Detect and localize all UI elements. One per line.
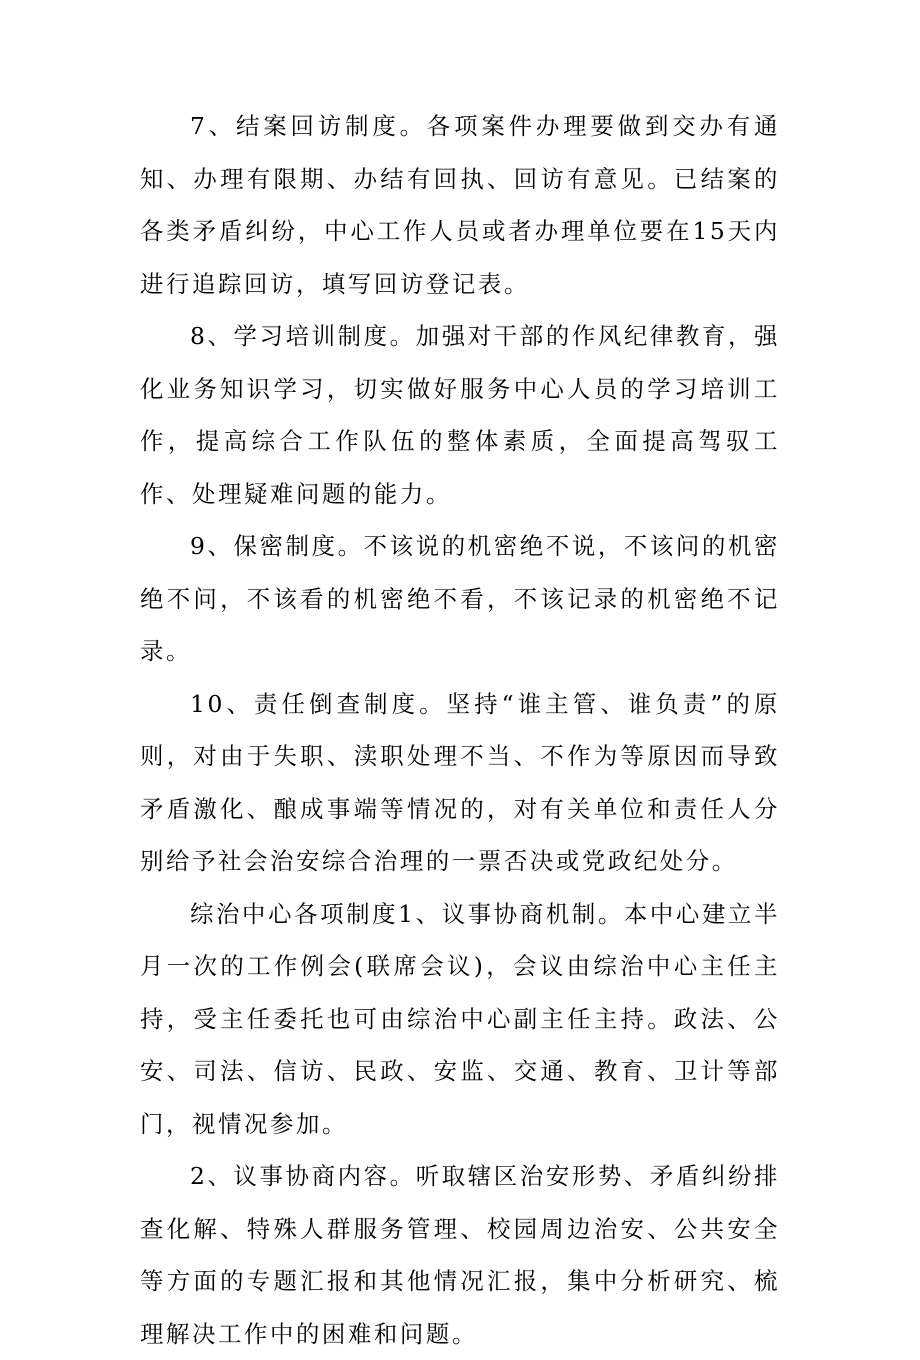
paragraph-consultation-content: 2、议事协商内容。听取辖区治安形势、矛盾纠纷排查化解、特殊人群服务管理、校园周边治安、公共安全等方面的专题汇报和其他情况汇报，集中分析研究、梳理解决工作中的困难和问题。 bbox=[140, 1162, 780, 1348]
paragraph-consultation-mechanism: 综治中心各项制度1、议事协商机制。本中心建立半月一次的工作例会(联席会议)，会议由综治中心主任主持，受主任委托也可由综治中心副主任主持。政法、公安、司法、信访、民政、安监、交通、教育、卫计等部门，视情况参加。 bbox=[140, 899, 780, 1138]
paragraph-confidentiality-system: 9、保密制度。不该说的机密绝不说，不该问的机密绝不问，不该看的机密绝不看，不该记录的机密绝不记录。 bbox=[140, 532, 780, 665]
document-body bbox=[140, 100, 780, 1360]
paragraph-case-closure-followup: 7、结案回访制度。各项案件办理要做到交办有通知、办理有限期、办结有回执、回访有意见。已结案的各类矛盾纠纷，中心工作人员或者办理单位要在15天内进行追踪回访，填写回访登记表。 bbox=[140, 112, 780, 298]
paragraph-training-system: 8、学习培训制度。加强对干部的作风纪律教育，强化业务知识学习，切实做好服务中心人员的学习培训工作，提高综合工作队伍的整体素质，全面提高驾驭工作、处理疑难问题的能力。 bbox=[140, 322, 780, 508]
paragraph-accountability-system: 10、责任倒查制度。坚持“谁主管、谁负责”的原则，对由于失职、渎职处理不当、不作为等原因而导致矛盾激化、酿成事端等情况的，对有关单位和责任人分别给予社会治安综合治理的一票否决或党政纪处分。 bbox=[140, 689, 780, 875]
